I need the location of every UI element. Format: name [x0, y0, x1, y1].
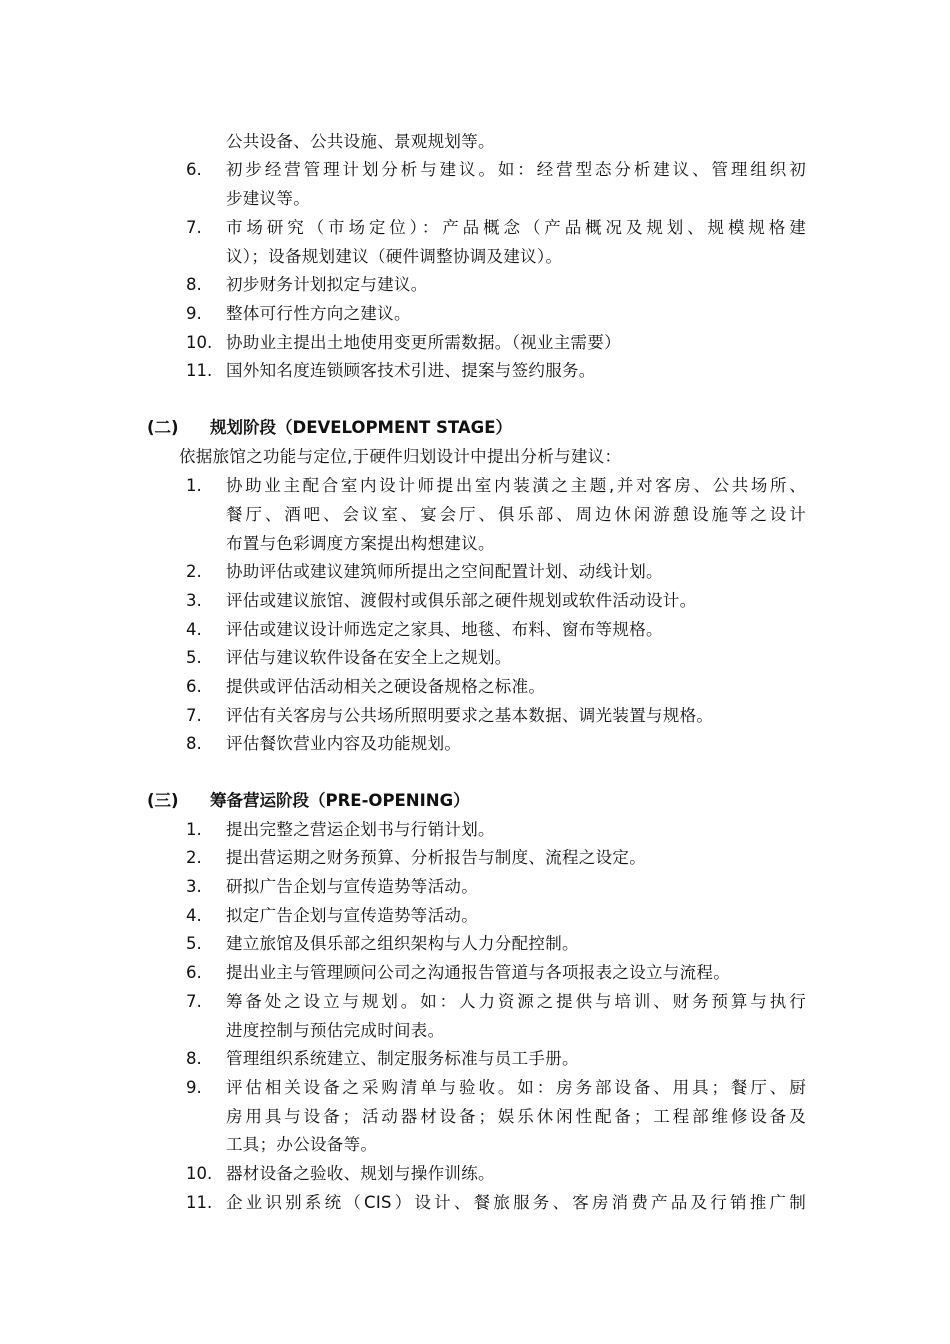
list-item-number: 8. — [186, 275, 202, 294]
list-item-number: 4. — [186, 906, 202, 925]
list-item-number: 3. — [186, 877, 202, 896]
list-item-line: 提出业主与管理顾问公司之沟通报告管道与各项报表之设立与流程。 — [226, 963, 730, 982]
list-item-line: 初步经营管理计划分析与建议。如：经营型态分析建议、管理组织初 — [226, 160, 806, 179]
list-item-number: 1. — [186, 820, 202, 839]
list-item-number: 6. — [186, 963, 202, 982]
list-item-line: 初步财务计划拟定与建议。 — [226, 275, 428, 294]
list-item-line: 布置与色彩调度方案提出构想建议。 — [226, 534, 495, 553]
list-item-line: 工具；办公设备等。 — [226, 1135, 378, 1154]
list-item-number: 1. — [186, 476, 202, 495]
list-item-number: 2. — [186, 848, 202, 867]
list-item-number: 5. — [186, 934, 202, 953]
section-number: (三) — [147, 791, 179, 810]
list-item-line: 议）；设备规划建议（硬件调整协调及建议）。 — [226, 247, 563, 266]
section-title: 规划阶段（DEVELOPMENT STAGE） — [210, 418, 512, 437]
list-item-number: 10. — [186, 1164, 213, 1183]
section-intro: 依据旅馆之功能与定位,于硬件归划设计中提出分析与建议： — [179, 447, 622, 466]
list-item-number: 2. — [186, 562, 202, 581]
list-item-line: 评估有关客房与公共场所照明要求之基本数据、调光装置与规格。 — [226, 706, 714, 725]
list-item-number: 8. — [186, 1049, 202, 1068]
list-item-number: 8. — [186, 734, 202, 753]
list-item-number: 9. — [186, 1078, 202, 1097]
list-item-number: 7. — [186, 706, 202, 725]
list-item-number: 7. — [186, 992, 202, 1011]
list-item-line: 协助评估或建议建筑师所提出之空间配置计划、动线计划。 — [226, 562, 663, 581]
list-item-line: 评估或建议设计师选定之家具、地毯、布料、窗布等规格。 — [226, 620, 663, 639]
list-item-line: 房用具与设备；活动器材设备；娱乐休闲性配备；工程部维修设备及 — [226, 1107, 806, 1126]
list-item-number: 11. — [186, 361, 213, 380]
list-item-line: 协助业主提出土地使用变更所需数据。（视业主需要） — [226, 333, 621, 352]
list-item-line: 器材设备之验收、规划与操作训练。 — [226, 1164, 495, 1183]
list-item-line: 评估与建议软件设备在安全上之规划。 — [226, 648, 512, 667]
list-item-line: 建立旅馆及俱乐部之组织架构与人力分配控制。 — [226, 934, 579, 953]
list-item-line: 企业识别系统（CIS）设计、餐旅服务、客房消费产品及行销推广制 — [226, 1193, 806, 1212]
list-item-line: 管理组织系统建立、制定服务标准与员工手册。 — [226, 1049, 579, 1068]
list-item-number: 4. — [186, 620, 202, 639]
list-item-number: 11. — [186, 1193, 213, 1212]
list-item-line: 步建议等。 — [226, 189, 310, 208]
list-item-number: 3. — [186, 591, 202, 610]
list-item-number: 9. — [186, 304, 202, 323]
list-item-line: 整体可行性方向之建议。 — [226, 304, 411, 323]
list-item-line: 进度控制与预估完成时间表。 — [226, 1021, 445, 1040]
section-title: 筹备营运阶段（PRE-OPENING） — [210, 791, 470, 810]
list-item-line: 拟定广告企划与宣传造势等活动。 — [226, 906, 478, 925]
list-item-line: 提出营运期之财务预算、分析报告与制度、流程之设定。 — [226, 848, 646, 867]
list-item-line: 提供或评估活动相关之硬设备规格之标准。 — [226, 677, 546, 696]
list-item-line: 评估餐饮营业内容及功能规划。 — [226, 734, 462, 753]
list-item-line: 筹备处之设立与规划。如：人力资源之提供与培训、财务预算与执行 — [226, 992, 806, 1011]
list-item-number: 6. — [186, 160, 202, 179]
list-item-line: 研拟广告企划与宣传造势等活动。 — [226, 877, 478, 896]
list-item-line: 提出完整之营运企划书与行销计划。 — [226, 820, 495, 839]
list-item-line: 协助业主配合室内设计师提出室内装潢之主题,并对客房、公共场所、 — [226, 476, 806, 495]
list-item-line: 市场研究（市场定位）：产品概念（产品概况及规划、规模规格建 — [226, 218, 806, 237]
list-item-number: 5. — [186, 648, 202, 667]
list-item-line: 餐厅、酒吧、会议室、宴会厅、俱乐部、周边休闲游憩设施等之设计 — [226, 505, 806, 524]
section-number: (二) — [147, 418, 179, 437]
list-item-line: 国外知名度连锁顾客技术引进、提案与签约服务。 — [226, 361, 596, 380]
list-item-number: 10. — [186, 333, 213, 352]
list-item-number: 7. — [186, 218, 202, 237]
continued-text-line: 公共设备、公共设施、景观规划等。 — [226, 132, 495, 151]
list-item-line: 评估或建议旅馆、渡假村或俱乐部之硬件规划或软件活动设计。 — [226, 591, 697, 610]
list-item-line: 评估相关设备之采购清单与验收。如：房务部设备、用具；餐厅、厨 — [226, 1078, 806, 1097]
list-item-number: 6. — [186, 677, 202, 696]
